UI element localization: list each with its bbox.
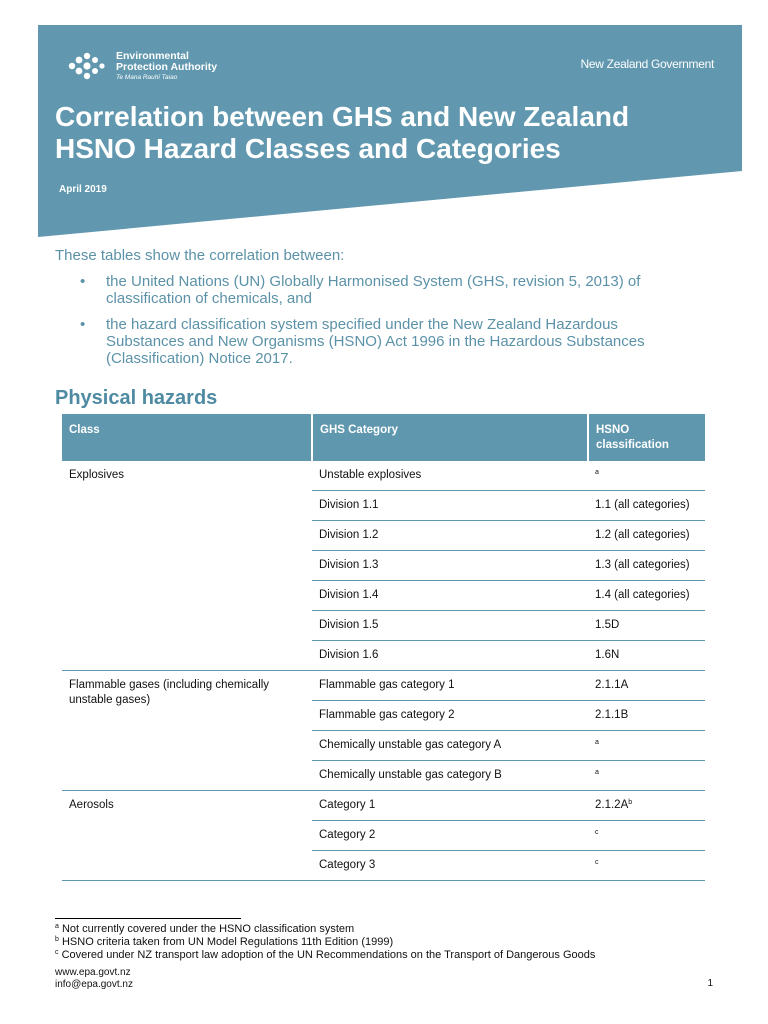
logo-line-1: Environmental [116,49,189,62]
intro-bullet: • the United Nations (UN) Globally Harmonised System (GHS, revision 5, 2013) of classification of chemicals, and [80,273,641,307]
ghs-cell: Category 1 [312,791,588,821]
page-number: 1 [707,978,713,989]
class-cell: Aerosols [62,791,312,881]
ghs-cell: Division 1.5 [312,611,588,641]
website-link[interactable]: www.epa.govt.nz [55,967,131,978]
ghs-cell: Flammable gas category 1 [312,671,588,701]
footnote: $^c$ Covered under NZ transport law adoption of the UN Recommendations on the Transport of Dangerous Goods [55,949,596,961]
hsno-cell [588,821,705,851]
epa-logo-icon [64,49,108,83]
hsno-cell: 1.5D [588,611,705,641]
table-row [62,791,705,821]
ghs-cell: Division 1.3 [312,551,588,581]
class-cell: Flammable gases (including chemically unstable gases) [62,671,312,791]
ghs-cell: Flammable gas category 2 [312,701,588,731]
hsno-cell: 1.6N [588,641,705,671]
ghs-cell: Division 1.1 [312,491,588,521]
footnote-mark: c [595,829,599,836]
logo-line-2: Protection Authority [116,60,218,73]
hsno-cell: 1.2 (all categories) [588,521,705,551]
ghs-cell: Chemically unstable gas category B [312,761,588,791]
nz-government-wordmark: New Zealand Government [580,57,714,71]
footnote: $^b$ HSNO criteria taken from UN Model Regulations 11th Edition (1999) [55,936,394,948]
intro-bullet: • the hazard classification system specified under the New Zealand Hazardous Substances and New Organisms (HSNO) Act 1996 in the Hazardous Substances (Classification) Notice 2017. [80,316,645,367]
intro-section [55,247,695,376]
footnote-mark: a [595,469,599,476]
title-line-2: HSNO Hazard Classes and Categories [55,133,561,164]
table-row [62,671,705,701]
title-line-1: Correlation between GHS and New Zealand [55,101,630,132]
ghs-cell: Division 1.6 [312,641,588,671]
ghs-cell: Division 1.2 [312,521,588,551]
header-banner [38,25,742,237]
class-cell: Explosives [62,461,312,671]
bullet-icon: • [80,273,86,290]
email-link[interactable]: info@epa.govt.nz [55,979,133,990]
epa-logo [64,49,217,83]
footnote-mark: a [595,769,599,776]
hsno-cell: 2.1.1B [588,701,705,731]
column-header-hsno-classification: HSNO classification [588,414,705,461]
footnote-divider [55,918,241,919]
hsno-cell: 1.1 (all categories) [588,491,705,521]
physical-hazards-table [62,414,705,881]
hsno-cell [588,461,705,491]
publication-date: April 2019 [59,184,107,195]
section-title: Physical hazards [55,387,218,409]
footnote: $^a$ Not currently covered under the HSNO classification system [55,923,355,935]
intro-lead: These tables show the correlation between: [55,247,345,264]
footnote-mark: c [595,859,599,866]
hsno-cell: 1.3 (all categories) [588,551,705,581]
ghs-cell: Division 1.4 [312,581,588,611]
footnote-mark: b [628,799,633,806]
hsno-cell [588,731,705,761]
bullet-icon: • [80,316,86,333]
hsno-cell: 1.4 (all categories) [588,581,705,611]
hsno-cell [588,851,705,881]
ghs-cell: Category 2 [312,821,588,851]
page-title [55,101,715,165]
column-header-ghs-category: GHS Category [312,414,588,461]
logo-tagline: Te Mana Rauhī Taiao [116,73,178,81]
hsno-cell [588,761,705,791]
footnotes [55,923,595,962]
column-header-class: Class [62,414,312,461]
intro-bullet-list [55,273,695,367]
contact-info [55,967,133,991]
table-row [62,461,705,491]
ghs-cell: Unstable explosives [312,461,588,491]
ghs-cell: Category 3 [312,851,588,881]
hsno-cell: $2.1.2A^b$ [588,791,705,821]
ghs-cell: Chemically unstable gas category A [312,731,588,761]
hsno-cell: 2.1.1A [588,671,705,701]
table-header-row [62,414,705,461]
footnote-mark: a [595,739,599,746]
